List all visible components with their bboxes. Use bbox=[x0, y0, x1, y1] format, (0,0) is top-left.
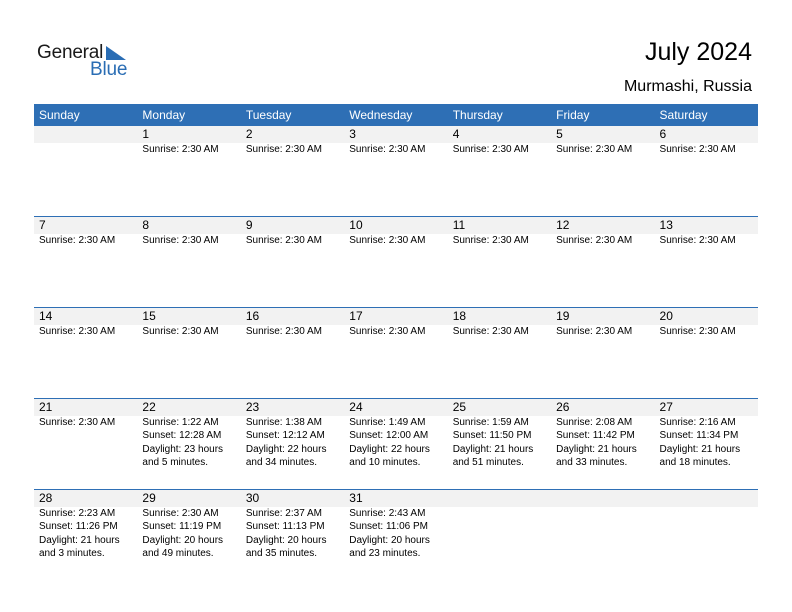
day-cell bbox=[137, 217, 240, 247]
day-sun-info: Sunrise: 2:30 AM bbox=[556, 235, 633, 246]
week-days bbox=[34, 399, 758, 470]
day-number: 18 bbox=[452, 309, 467, 323]
day-sun-info: Sunrise: 2:30 AM bbox=[142, 326, 219, 337]
day-cell bbox=[34, 490, 137, 561]
calendar-week-row bbox=[34, 307, 758, 398]
week-days bbox=[34, 217, 758, 247]
day-number: 21 bbox=[39, 400, 53, 414]
day-cell bbox=[551, 399, 654, 470]
logo-triangle-icon bbox=[106, 46, 126, 60]
day-cell bbox=[137, 126, 240, 156]
calendar-week-row bbox=[34, 216, 758, 307]
day-sun-info: Sunrise: 1:22 AM bbox=[142, 417, 219, 428]
weekday-header: Friday bbox=[556, 108, 590, 122]
week-days bbox=[34, 126, 758, 156]
page-title: July 2024 bbox=[644, 38, 752, 66]
day-sun-info: Sunset: 11:34 PM bbox=[659, 430, 739, 442]
day-sun-info: and 10 minutes. bbox=[349, 457, 421, 469]
day-cell bbox=[448, 399, 551, 470]
day-sun-info: and 3 minutes. bbox=[39, 548, 105, 560]
day-cell bbox=[34, 399, 137, 470]
day-cell bbox=[137, 490, 240, 561]
day-number: 5 bbox=[556, 127, 563, 141]
day-number: 24 bbox=[349, 400, 363, 414]
day-number: 10 bbox=[349, 218, 363, 232]
day-sun-info: and 51 minutes. bbox=[452, 457, 524, 469]
day-sun-info: and 33 minutes. bbox=[556, 457, 628, 469]
location-label: Murmashi, Russia bbox=[623, 78, 752, 95]
day-cell bbox=[241, 308, 344, 338]
day-cell bbox=[241, 126, 344, 156]
day-cell bbox=[655, 126, 758, 156]
calendar-week-row bbox=[34, 398, 758, 489]
day-sun-info: Sunrise: 2:16 AM bbox=[659, 417, 736, 428]
day-sun-info: Sunset: 12:28 AM bbox=[142, 430, 222, 442]
day-sun-info: Sunrise: 2:30 AM bbox=[659, 144, 736, 155]
day-number: 2 bbox=[245, 127, 253, 141]
day-number: 13 bbox=[659, 218, 673, 232]
day-cell bbox=[655, 217, 758, 247]
day-cell bbox=[655, 308, 758, 338]
day-number: 6 bbox=[659, 127, 667, 141]
weekday-header-row bbox=[34, 104, 758, 126]
day-cell bbox=[137, 399, 240, 470]
day-number: 22 bbox=[142, 400, 156, 414]
day-cell bbox=[137, 308, 240, 338]
day-sun-info: Sunrise: 2:30 AM bbox=[349, 326, 426, 337]
day-cell bbox=[344, 308, 447, 338]
day-sun-info: Sunset: 11:50 PM bbox=[452, 430, 532, 442]
logo-word-general: General bbox=[37, 42, 104, 63]
day-cell bbox=[241, 399, 344, 470]
day-number bbox=[39, 126, 137, 143]
day-cell bbox=[655, 399, 758, 470]
day-sun-info: and 35 minutes. bbox=[245, 548, 318, 560]
day-number: 20 bbox=[659, 309, 673, 323]
day-sun-info: Sunrise: 2:30 AM bbox=[142, 508, 219, 519]
day-sun-info: Sunrise: 2:30 AM bbox=[556, 144, 633, 155]
weekday-header: Thursday bbox=[452, 108, 503, 122]
day-cell bbox=[34, 308, 137, 338]
day-number: 28 bbox=[39, 491, 53, 505]
day-sun-info: Sunrise: 2:08 AM bbox=[556, 417, 633, 428]
day-number bbox=[453, 490, 551, 507]
logo-word-blue: Blue bbox=[90, 59, 128, 80]
day-number: 14 bbox=[39, 309, 53, 323]
weekday-header: Monday bbox=[142, 108, 186, 122]
day-number: 19 bbox=[556, 309, 570, 323]
day-number: 4 bbox=[452, 127, 460, 141]
day-sun-info: Daylight: 20 hours bbox=[349, 534, 430, 546]
day-cell bbox=[448, 308, 551, 338]
day-sun-info: Sunset: 11:19 PM bbox=[142, 521, 222, 533]
day-cell bbox=[34, 217, 137, 247]
day-number bbox=[556, 490, 654, 507]
day-cell bbox=[551, 217, 654, 247]
day-cell bbox=[344, 399, 447, 470]
day-number: 23 bbox=[245, 400, 260, 414]
day-sun-info: Daylight: 22 hours bbox=[245, 443, 327, 455]
day-number: 8 bbox=[142, 218, 150, 232]
day-sun-info: Sunrise: 2:30 AM bbox=[39, 235, 116, 246]
day-sun-info: and 34 minutes. bbox=[245, 457, 318, 469]
day-sun-info: Sunrise: 2:23 AM bbox=[39, 508, 116, 519]
day-sun-info: Sunset: 11:13 PM bbox=[245, 521, 325, 533]
day-number: 31 bbox=[349, 491, 363, 505]
weekday-header: Sunday bbox=[39, 108, 80, 122]
day-sun-info: and 49 minutes. bbox=[142, 548, 214, 560]
day-sun-info: Sunrise: 1:49 AM bbox=[349, 417, 426, 428]
day-sun-info: and 18 minutes. bbox=[659, 457, 731, 469]
day-number: 30 bbox=[245, 491, 260, 505]
day-sun-info: Sunset: 11:42 PM bbox=[556, 430, 635, 442]
day-sun-info: and 23 minutes. bbox=[349, 548, 421, 560]
day-cell bbox=[448, 217, 551, 247]
day-sun-info: Sunrise: 2:30 AM bbox=[39, 417, 116, 428]
day-sun-info: Sunset: 12:00 AM bbox=[349, 430, 429, 442]
day-number: 1 bbox=[142, 127, 150, 141]
day-number: 16 bbox=[245, 309, 260, 323]
day-sun-info: and 5 minutes. bbox=[142, 457, 209, 469]
day-cell bbox=[241, 490, 344, 561]
day-sun-info: Sunset: 11:26 PM bbox=[39, 521, 118, 533]
day-sun-info: Sunrise: 2:30 AM bbox=[349, 235, 426, 246]
calendar-week-row bbox=[34, 489, 758, 580]
day-number: 27 bbox=[659, 400, 673, 414]
day-number: 9 bbox=[245, 218, 253, 232]
day-sun-info: Daylight: 22 hours bbox=[349, 443, 430, 455]
day-sun-info: Sunrise: 2:30 AM bbox=[452, 144, 529, 155]
weekday-header: Wednesday bbox=[349, 108, 413, 122]
day-number: 25 bbox=[452, 400, 467, 414]
day-sun-info: Sunset: 12:12 AM bbox=[245, 430, 325, 442]
day-sun-info: Daylight: 21 hours bbox=[659, 443, 741, 455]
calendar-weeks bbox=[34, 126, 758, 580]
calendar-week-row bbox=[34, 126, 758, 216]
day-number bbox=[660, 490, 758, 507]
day-number: 29 bbox=[142, 491, 156, 505]
day-cell bbox=[241, 217, 344, 247]
day-number: 17 bbox=[349, 309, 363, 323]
day-sun-info: Sunrise: 1:59 AM bbox=[452, 417, 529, 428]
day-sun-info: Sunrise: 2:43 AM bbox=[349, 508, 426, 519]
day-number: 26 bbox=[556, 400, 570, 414]
day-sun-info: Sunrise: 2:30 AM bbox=[349, 144, 426, 155]
day-sun-info: Sunrise: 2:30 AM bbox=[39, 326, 116, 337]
day-number: 3 bbox=[349, 127, 356, 141]
day-cell bbox=[551, 490, 654, 561]
day-number: 7 bbox=[39, 218, 46, 232]
day-cell bbox=[448, 126, 551, 156]
day-cell bbox=[551, 308, 654, 338]
day-sun-info: Sunrise: 1:38 AM bbox=[245, 417, 322, 428]
day-sun-info: Sunset: 11:06 PM bbox=[349, 521, 429, 533]
calendar-grid bbox=[34, 104, 758, 580]
day-cell bbox=[655, 490, 758, 561]
day-sun-info: Sunrise: 2:30 AM bbox=[659, 235, 736, 246]
day-cell bbox=[551, 126, 654, 156]
day-sun-info: Daylight: 21 hours bbox=[39, 534, 120, 546]
week-days bbox=[34, 308, 758, 338]
day-sun-info: Daylight: 20 hours bbox=[245, 534, 327, 546]
weekday-header: Saturday bbox=[659, 108, 708, 122]
week-days bbox=[34, 490, 758, 561]
day-sun-info: Daylight: 20 hours bbox=[142, 534, 224, 546]
day-number: 15 bbox=[142, 309, 156, 323]
day-sun-info: Daylight: 21 hours bbox=[556, 443, 637, 455]
day-sun-info: Sunrise: 2:30 AM bbox=[556, 326, 633, 337]
weekday-header: Tuesday bbox=[245, 108, 292, 122]
day-sun-info: Sunrise: 2:30 AM bbox=[659, 326, 736, 337]
day-sun-info: Sunrise: 2:30 AM bbox=[142, 235, 219, 246]
day-sun-info: Daylight: 23 hours bbox=[142, 443, 224, 455]
day-sun-info: Sunrise: 2:30 AM bbox=[452, 235, 529, 246]
day-sun-info: Sunrise: 2:30 AM bbox=[142, 144, 219, 155]
day-sun-info: Sunrise: 2:37 AM bbox=[245, 508, 322, 519]
day-cell bbox=[344, 126, 447, 156]
day-cell bbox=[344, 490, 447, 561]
day-sun-info: Daylight: 21 hours bbox=[452, 443, 534, 455]
day-number: 12 bbox=[556, 218, 570, 232]
day-cell bbox=[34, 126, 137, 156]
day-number: 11 bbox=[452, 218, 466, 232]
generalblue-logo bbox=[37, 42, 137, 82]
day-sun-info: Sunrise: 2:30 AM bbox=[245, 235, 322, 246]
day-sun-info: Sunrise: 2:30 AM bbox=[452, 326, 529, 337]
day-cell bbox=[448, 490, 551, 561]
day-sun-info: Sunrise: 2:30 AM bbox=[245, 326, 322, 337]
day-cell bbox=[344, 217, 447, 247]
day-sun-info: Sunrise: 2:30 AM bbox=[245, 144, 322, 155]
